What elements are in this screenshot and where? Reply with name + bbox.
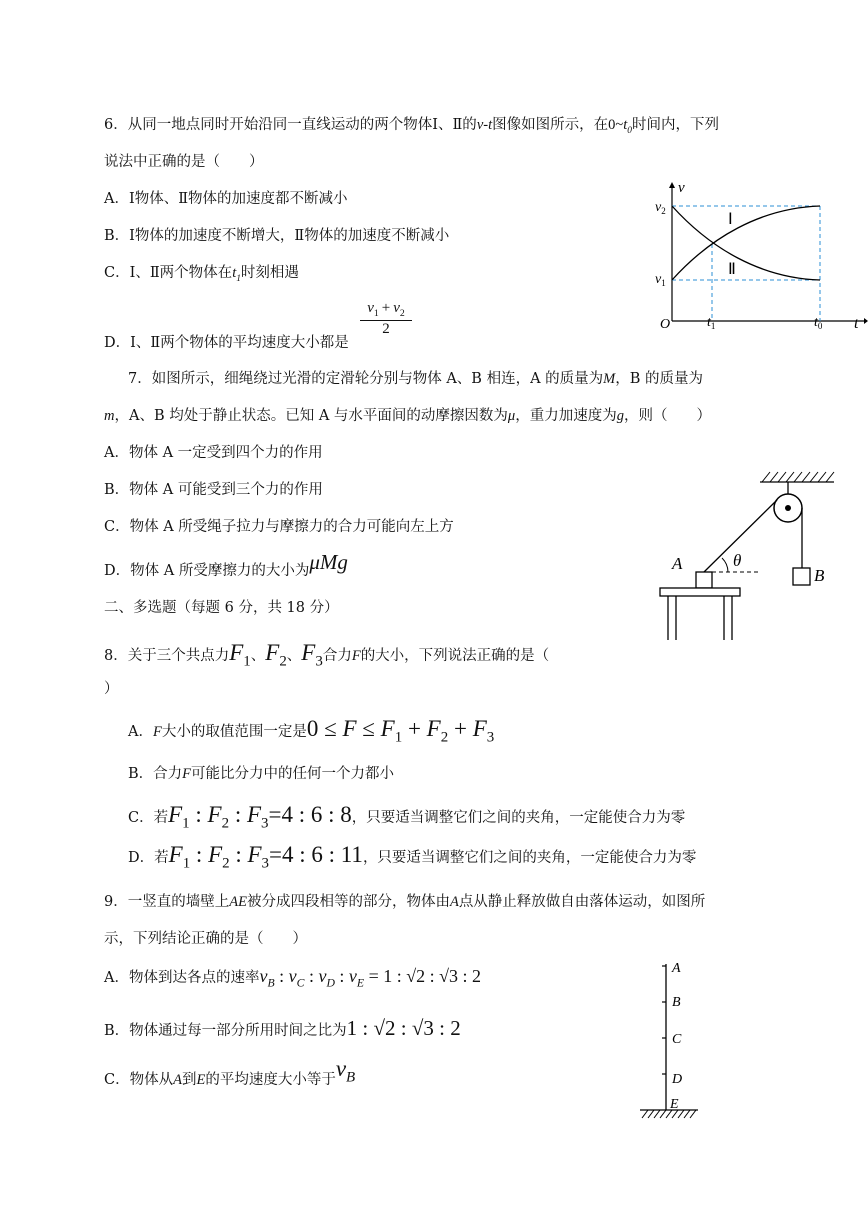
block-A	[696, 572, 712, 588]
q8-sep: 、	[286, 648, 302, 664]
ceiling-hatch	[762, 472, 834, 482]
q6-frac-v2-sub: 2	[399, 308, 405, 319]
q6-option-c-text: C．Ⅰ、Ⅱ两个物体在	[104, 265, 233, 281]
q9-A: A	[449, 894, 459, 910]
q6-stem-line2: 说法中正确的是（ ）	[104, 154, 264, 170]
q6-stem-text-c: 时间内，下列	[631, 117, 719, 133]
q7-stem-text-c: ，A、B 均处于静止状态。已知 A 与水平面间的动摩擦因数为	[114, 408, 508, 424]
t-axis-label: t	[854, 315, 859, 332]
q9-option-a-expr: $v_B$ : $v_C$ : $v_D$ : $v_E = 1$ : √2 : √3 : 2	[259, 966, 482, 990]
q8-option-a-expr: $0 \le F \le F_1 + F_2 + F_3$	[306, 716, 495, 746]
q9-option-a-text: A．物体到达各点的速率	[104, 970, 260, 986]
q8-option-c-text: ，只要适当调整它们之间的夹角，一定能使合力为零	[351, 810, 686, 826]
q8-stem-line2: ）	[104, 681, 119, 697]
table-top	[660, 588, 740, 596]
q8-stem-F: F	[351, 648, 361, 664]
q8-option-c	[128, 802, 685, 833]
q7-option-c: C．物体 A 所受绳子拉力与摩擦力的合力可能向左上方	[104, 519, 454, 535]
q6-fraction-numerator	[360, 300, 412, 321]
q7-option-d	[104, 550, 348, 581]
q9-option-c-text: C．物体从	[104, 1072, 174, 1088]
label-A: A	[672, 554, 683, 573]
q8-F2: $F_2$	[265, 640, 287, 670]
q6-option-a: A．Ⅰ物体、Ⅱ物体的加速度都不断减小	[104, 191, 348, 207]
q9-option-a	[104, 966, 481, 990]
q8-option-b-prefix: B．合力	[128, 766, 183, 782]
origin-label: O	[660, 317, 671, 332]
q6-option-d: D．Ⅰ、Ⅱ两个物体的平均速度大小都是	[104, 335, 349, 351]
section-2-heading: 二、多选题（每题 6 分，共 18 分）	[104, 600, 339, 616]
q6-frac-v2: v	[393, 300, 400, 316]
pulley-axle	[785, 505, 791, 511]
q6-t0-sub: 0	[627, 125, 632, 136]
q6-stem-text: 6．从同一地点同时开始沿同一直线运动的两个物体Ⅰ、Ⅱ的	[104, 117, 477, 133]
q6-vt-label: v-t	[476, 117, 493, 133]
point-B-label: B	[672, 995, 681, 1010]
t0-label: $t_0$	[814, 315, 823, 331]
q8-stem-text: 8．关于三个共点力	[104, 648, 230, 664]
q8-option-a-F: F	[152, 724, 162, 740]
q6-frac-plus: +	[381, 300, 391, 316]
curve-II-label: Ⅱ	[728, 261, 736, 278]
q8-F3: $F_3$	[301, 640, 323, 670]
q9-option-c-E: E	[196, 1072, 206, 1088]
t1-label: $t_1$	[707, 315, 716, 331]
v-axis-arrow	[669, 182, 675, 188]
q9-stem-line1	[104, 890, 705, 911]
q6-vt-graph	[650, 178, 868, 334]
q7-mu: μ	[507, 408, 516, 424]
label-theta: θ	[733, 551, 742, 570]
q6-option-b: B．Ⅰ物体的加速度不断增大，Ⅱ物体的加速度不断减小	[104, 228, 450, 244]
q8-option-d-expr: $F_1$ : $F_2$ : $F_3=4$ : 6 : 11	[168, 842, 363, 872]
point-D-label: D	[672, 1072, 683, 1087]
q9-stem-text-c: 点从静止释放做自由落体运动，如图所	[458, 894, 706, 910]
q6-option-c-sub: 1	[236, 273, 241, 284]
q7-stem-text-e: ，则（ ）	[623, 408, 711, 424]
q8-option-b-F: F	[182, 766, 192, 782]
point-A-label: A	[672, 961, 681, 976]
q9-option-b	[104, 1016, 461, 1041]
label-B: B	[814, 566, 825, 585]
q6-option-c	[104, 261, 299, 284]
q8-option-a-text: 大小的取值范围一定是	[161, 724, 307, 740]
point-E-label: E	[670, 1097, 679, 1112]
q9-AE: AE	[229, 894, 247, 910]
q6-fraction	[360, 300, 412, 338]
q8-option-d	[128, 842, 696, 873]
q6-t0: t	[623, 117, 628, 133]
q6-range-start: 0~	[608, 117, 624, 133]
v1-label: $v_1$	[655, 272, 666, 288]
q6-option-c-t: t	[232, 265, 237, 281]
q8-option-a-prefix: A．	[128, 724, 153, 740]
q6-option-c-text-b: 时刻相遇	[240, 265, 299, 281]
q9-stem-line2: 示，下列结论正确的是（ ）	[104, 931, 307, 947]
q7-stem-text-d: ，重力加速度为	[515, 408, 617, 424]
curve-II	[672, 206, 820, 280]
q7-stem-text: 7．如图所示，细绳绕过光滑的定滑轮分别与物体 A、B 相连，A 的质量为	[128, 371, 604, 387]
q9-stem-text-b: 被分成四段相等的部分，物体由	[246, 894, 450, 910]
q7-option-d-text: D．物体 A 所受摩擦力的大小为	[104, 563, 310, 579]
q9-option-c-text-b: 的平均速度大小等于	[205, 1072, 336, 1088]
q6-frac-v1: v	[367, 300, 374, 316]
v2-label: $v_2$	[655, 200, 666, 216]
q8-option-b-text: 可能比分力中的任何一个力都小	[191, 766, 395, 782]
q8-stem-line1	[104, 640, 549, 671]
q6-stem-text-b: 图像如图所示，在	[492, 117, 609, 133]
q8-stem-text-c: 的大小，下列说法正确的是（	[360, 648, 550, 664]
q9-stem-text: 9．一竖直的墙壁上	[104, 894, 230, 910]
q7-pulley-figure	[656, 468, 840, 644]
q8-option-c-prefix: C．若	[128, 810, 169, 826]
q9-option-b-expr: 1 : √2 : √3 : 2	[346, 1016, 461, 1040]
curve-I-label: Ⅰ	[728, 211, 733, 228]
q9-option-c-to: 到	[181, 1072, 197, 1088]
q9-option-b-text: B．物体通过每一部分所用时间之比为	[104, 1023, 347, 1039]
block-B	[793, 568, 810, 585]
q6-frac-v1-sub: 1	[373, 308, 379, 319]
v-axis-label: v	[678, 180, 685, 196]
q7-stem-line1	[128, 367, 703, 388]
q6-fraction-denominator: 2	[382, 321, 390, 337]
q8-option-c-expr: $F_1$ : $F_2$ : $F_3=4$ : 6 : 8	[168, 802, 352, 832]
point-C-label: C	[672, 1032, 682, 1047]
q6-stem-line1	[104, 113, 719, 136]
q7-g: g	[616, 408, 624, 424]
curve-I	[672, 206, 820, 280]
q8-sep: 、	[250, 648, 266, 664]
q7-stem-text-b: ，B 的质量为	[615, 371, 704, 387]
theta-arc	[722, 558, 728, 572]
t-axis-arrow	[864, 318, 868, 324]
ground-hatch	[642, 1110, 696, 1118]
q9-option-c	[104, 1056, 356, 1095]
q8-option-d-text: ，只要适当调整它们之间的夹角，一定能使合力为零	[362, 850, 697, 866]
q8-option-b	[128, 762, 394, 783]
q7-option-b: B．物体 A 可能受到三个力的作用	[104, 482, 323, 498]
q7-option-a: A．物体 A 一定受到四个力的作用	[104, 445, 323, 461]
q8-option-d-prefix: D．若	[128, 850, 169, 866]
q8-stem-text-b: 合力	[322, 648, 352, 664]
q8-F1: $F_1$	[229, 640, 251, 670]
q7-option-d-expr: μMg	[309, 550, 348, 574]
q7-m: m	[104, 408, 115, 424]
q9-wall-figure	[632, 958, 704, 1122]
q9-option-c-A: A	[173, 1072, 182, 1088]
q7-M: M	[603, 371, 616, 387]
q8-option-a	[128, 716, 494, 747]
q9-option-c-vB: $v_B$	[335, 1056, 356, 1086]
q7-stem-line2	[104, 404, 711, 425]
